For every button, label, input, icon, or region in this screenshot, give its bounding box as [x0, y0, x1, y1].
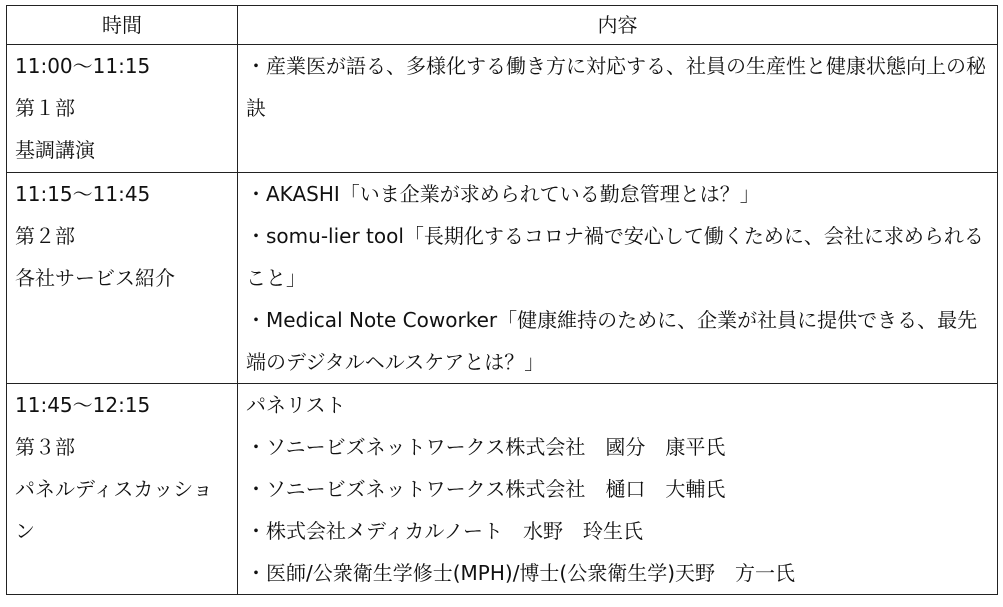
content-item: ・医師/公衆衛生学修士(MPH)/博士(公衆衛生学)天野 方一氏 [246, 561, 796, 585]
table-row [7, 173, 998, 384]
content-cell [238, 173, 998, 384]
content-cell [238, 45, 998, 173]
session-part: 第１部 [15, 96, 75, 120]
time-cell [7, 45, 238, 173]
time-range: 11:00〜11:15 [15, 54, 151, 78]
content-item: ・ソニービズネットワークス株式会社 國分 康平氏 [246, 435, 726, 459]
table-row [7, 384, 998, 595]
session-title: 各社サービス紹介 [15, 266, 175, 290]
schedule-table [6, 5, 998, 595]
content-item: ・Medical Note Coworker「健康維持のために、企業が社員に提供できる、最先端のデジタルヘルスケアとは？」 [246, 308, 978, 374]
header-content: 内容 [238, 6, 998, 45]
content-item: ・AKASHI「いま企業が求められている勤怠管理とは？」 [246, 182, 760, 206]
content-item: ・somu-lier tool「長期化するコロナ禍で安心して働くために、会社に求められること」 [246, 224, 984, 290]
session-part: 第２部 [15, 224, 75, 248]
time-range: 11:15〜11:45 [15, 182, 151, 206]
time-cell [7, 384, 238, 595]
session-title: 基調講演 [15, 138, 95, 162]
session-title: パネルディスカッション [15, 477, 213, 543]
table-row [7, 45, 998, 173]
session-part: 第３部 [15, 435, 75, 459]
content-item: パネリスト [246, 393, 346, 417]
header-row [7, 6, 998, 45]
content-item: ・産業医が語る、多様化する働き方に対応する、社員の生産性と健康状態向上の秘訣 [246, 54, 986, 120]
content-item: ・ソニービズネットワークス株式会社 樋口 大輔氏 [246, 477, 726, 501]
header-time: 時間 [7, 6, 238, 45]
content-item: ・株式会社メディカルノート 水野 玲生氏 [246, 519, 643, 543]
content-cell [238, 384, 998, 595]
time-range: 11:45〜12:15 [15, 393, 151, 417]
time-cell [7, 173, 238, 384]
